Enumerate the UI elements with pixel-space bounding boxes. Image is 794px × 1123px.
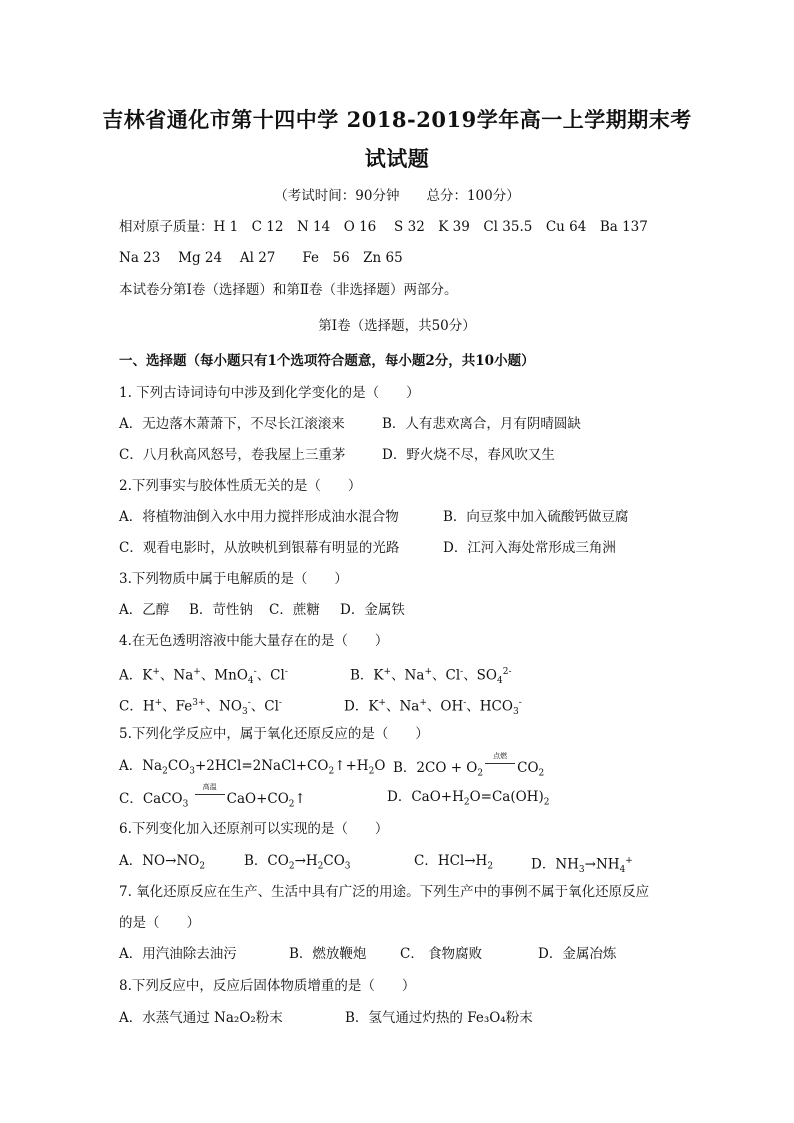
question-7-stem-line1: 7. 氧化还原反应在生产、生活中具有广泛的用途。下列生产中的事例不属于氧化还原反应 <box>119 884 650 900</box>
question-1-option-a: A．无边落木萧萧下，不尽长江滚滚来 <box>119 416 345 432</box>
exam-title-line2: 试试题 <box>364 146 430 171</box>
question-3-option-d: D．金属铁 <box>340 602 405 618</box>
question-7-option-d: D．金属冶炼 <box>538 946 617 962</box>
ignite-condition-arrow <box>483 752 517 771</box>
high-temp-condition-arrow <box>193 783 227 802</box>
question-6-stem: 6.下列变化加入还原剂可以实现的是（ ） <box>119 821 389 837</box>
question-5-option-a: A．$Na_2CO_3+2HCl=2NaCl+CO_2↑+H_2O$ <box>119 758 386 777</box>
question-1-stem: 1. 下列古诗词诗句中涉及到化学变化的是（ ） <box>119 385 420 401</box>
question-4-option-c: C．H+、$Fe^{3+}$、$NO_3^-$、Cl- <box>119 698 282 718</box>
question-2-option-a: A．将植物油倒入水中用力搅拌形成油水混合物 <box>119 509 399 525</box>
question-5-option-c: C．CaCO$_3$ 高温 $CaO+CO_2↑$ <box>119 783 306 810</box>
ignite-condition-label: 点燃 <box>493 752 508 760</box>
question-2-option-d: D．江河入海处常形成三角洲 <box>443 540 616 556</box>
section-heading: 一、选择题（每小题只有1个选项符合题意，每小题2分，共10小题） <box>119 353 535 369</box>
question-3-option-c: C．蔗糖 <box>269 602 320 618</box>
exam-intro: 本试卷分第Ⅰ卷（选择题）和第Ⅱ卷（非选择题）两部分。 <box>119 282 458 298</box>
question-5-option-b: B．$2CO + O_2$ 点燃 $CO_2$ <box>393 752 545 779</box>
question-6-option-c: C．$HCl\to H_2$ <box>414 853 494 872</box>
atomic-mass-line2: Na 23 Mg 24 Al 27 Fe 56 Zn 65 <box>119 250 403 266</box>
question-3-option-b: B．苛性钠 <box>189 602 253 618</box>
question-3-option-a: A．乙醇 <box>119 602 170 618</box>
question-1-option-d: D．野火烧不尽，春风吹又生 <box>382 447 555 463</box>
question-1-option-c: C．八月秋高风怒号，卷我屋上三重茅 <box>119 447 346 463</box>
high-temp-condition-label: 高温 <box>202 783 217 791</box>
question-1-option-b: B．人有悲欢离合，月有阴晴圆缺 <box>382 416 581 432</box>
exam-info: （考试时间：90分钟 总分：100分） <box>274 188 520 204</box>
exam-title-line1: 吉林省通化市第十四中学 2018-2019学年高一上学期期末考 <box>102 107 692 132</box>
question-8-option-a: A．水蒸气通过 Na₂O₂粉末 <box>119 1010 283 1026</box>
question-8-stem: 8.下列反应中，反应后固体物质增重的是（ ） <box>119 978 416 994</box>
question-2-option-c: C．观看电影时，从放映机到银幕有明显的光路 <box>119 540 400 556</box>
question-2-stem: 2.下列事实与胶体性质无关的是（ ） <box>119 478 362 494</box>
question-7-option-b: B．燃放鞭炮 <box>289 946 367 962</box>
question-4-option-a: A．K+、Na+、MnO$_4$-、Cl- <box>119 667 288 687</box>
question-5-stem: 5.下列化学反应中，属于氧化还原反应的是（ ） <box>119 726 429 742</box>
volume-title: 第Ⅰ卷（选择题，共50分） <box>318 318 476 334</box>
question-4-stem: 4.在无色透明溶液中能大量存在的是（ ） <box>119 633 389 649</box>
question-7-option-a: A．用汽油除去油污 <box>119 946 237 962</box>
question-4-option-b: B．K+、Na+、Cl-、$SO_4^{2-}$ <box>350 667 512 687</box>
question-3-stem: 3.下列物质中属于电解质的是（ ） <box>119 571 348 587</box>
question-6-option-d: D．$NH_3\to NH_4^+$ <box>531 856 633 876</box>
question-7-option-c: C． 食物腐败 <box>400 946 483 962</box>
question-6-option-a: A．$NO\to NO_2$ <box>119 853 206 872</box>
question-7-stem-line2: 的是（ ） <box>119 915 200 931</box>
question-6-option-b: B．$CO_2\to H_2CO_3$ <box>244 853 351 872</box>
question-5-option-d: D．$CaO+H_2O=Ca(OH)_2$ <box>387 789 550 808</box>
question-4-option-d: D．K+、Na+、OH-、$HCO_3^-$ <box>344 698 522 718</box>
atomic-mass-line1: 相对原子质量：H 1 C 12 N 14 O 16 S 32 K 39 Cl 35.5 Cu 64 Ba 137 <box>119 219 648 235</box>
question-8-option-b: B．氢气通过灼热的 Fe₃O₄粉末 <box>345 1010 533 1026</box>
question-2-option-b: B．向豆浆中加入硫酸钙做豆腐 <box>443 509 629 525</box>
